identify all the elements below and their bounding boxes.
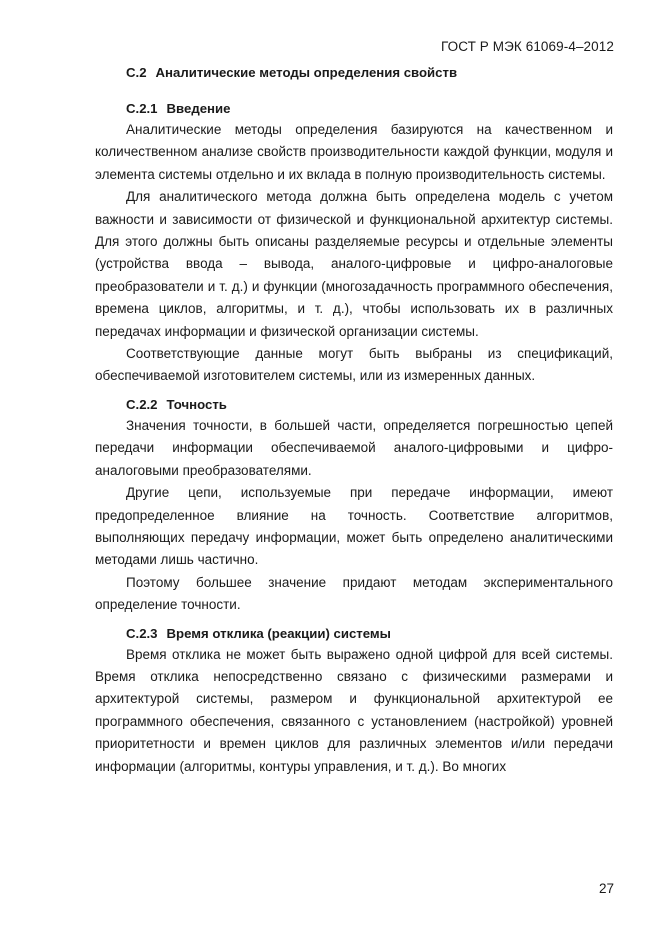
section-title: Аналитические методы определения свойств — [155, 65, 458, 80]
paragraph: Аналитические методы определения базируются на качественном и количественном анализе свойств производительности каждой функции, модуля и элемента системы отдельно и их вклада в полную производительность системы. — [95, 122, 613, 182]
section-number: C.2.1 — [126, 101, 158, 116]
section-heading-c23 — [95, 623, 613, 644]
standard-designation: ГОСТ Р МЭК 61069-4–2012 — [440, 39, 614, 54]
paragraph: Соответствующие данные могут быть выбраны из спецификаций, обеспечиваемой изготовителем системы, или из измеренных данных. — [95, 346, 613, 384]
section-number: C.2.2 — [126, 396, 158, 412]
paragraph: Для аналитического метода должна быть определена модель с учетом важности и зависимости от физической и функциональной архитектур системы. Для этого должны быть описаны разделяемые ресурсы и отдельные элементы (устройства ввода – вывода, аналого-цифровые и цифро-аналоговые преобразователи и т. д.) и функции (многозадачность программного обеспечения, времена циклов, алгоритмы, и т. д.), чтобы использовать их в различных передачах информации и физической организации системы. — [95, 189, 613, 339]
paragraph: Время отклика не может быть выражено одной цифрой для всей системы. Время отклика непосредственно связано с физическими размерами и архитектурой системы, размером и функциональной архитектурой ее программного обеспечения, связанного с установлением (настройкой) уровней приоритетности и времен циклов для различных элементов и/или передачи информации (алгоритмы, контуры управления, и т. д.). Во многих — [95, 646, 613, 774]
paragraph: Поэтому большее значение придают методам экспериментального определение точности. — [95, 574, 613, 613]
page-content — [95, 62, 613, 778]
section-number: C.2.3 — [126, 625, 158, 641]
paragraph: Другие цепи, используемые при передаче информации, имеют предопределенное влияние на точность. Соответствие алгоритмов, выполняющих передачу информации, может быть определено аналитическими методами лишь частично. — [95, 485, 613, 568]
section-heading-c21 — [95, 98, 613, 119]
section-heading-c2 — [95, 62, 613, 83]
section-title: Точность — [166, 396, 227, 412]
section-title: Введение — [166, 101, 231, 116]
page-number: 27 — [598, 881, 614, 896]
section-number: C.2 — [126, 65, 147, 80]
section-heading-c22 — [95, 394, 613, 415]
section-title: Время отклика (реакции) системы — [166, 625, 391, 641]
paragraph: Значения точности, в большей части, определяется погрешностью цепей передачи информации обеспечиваемой аналого-цифровыми и цифро-аналоговыми преобразователями. — [95, 417, 613, 478]
